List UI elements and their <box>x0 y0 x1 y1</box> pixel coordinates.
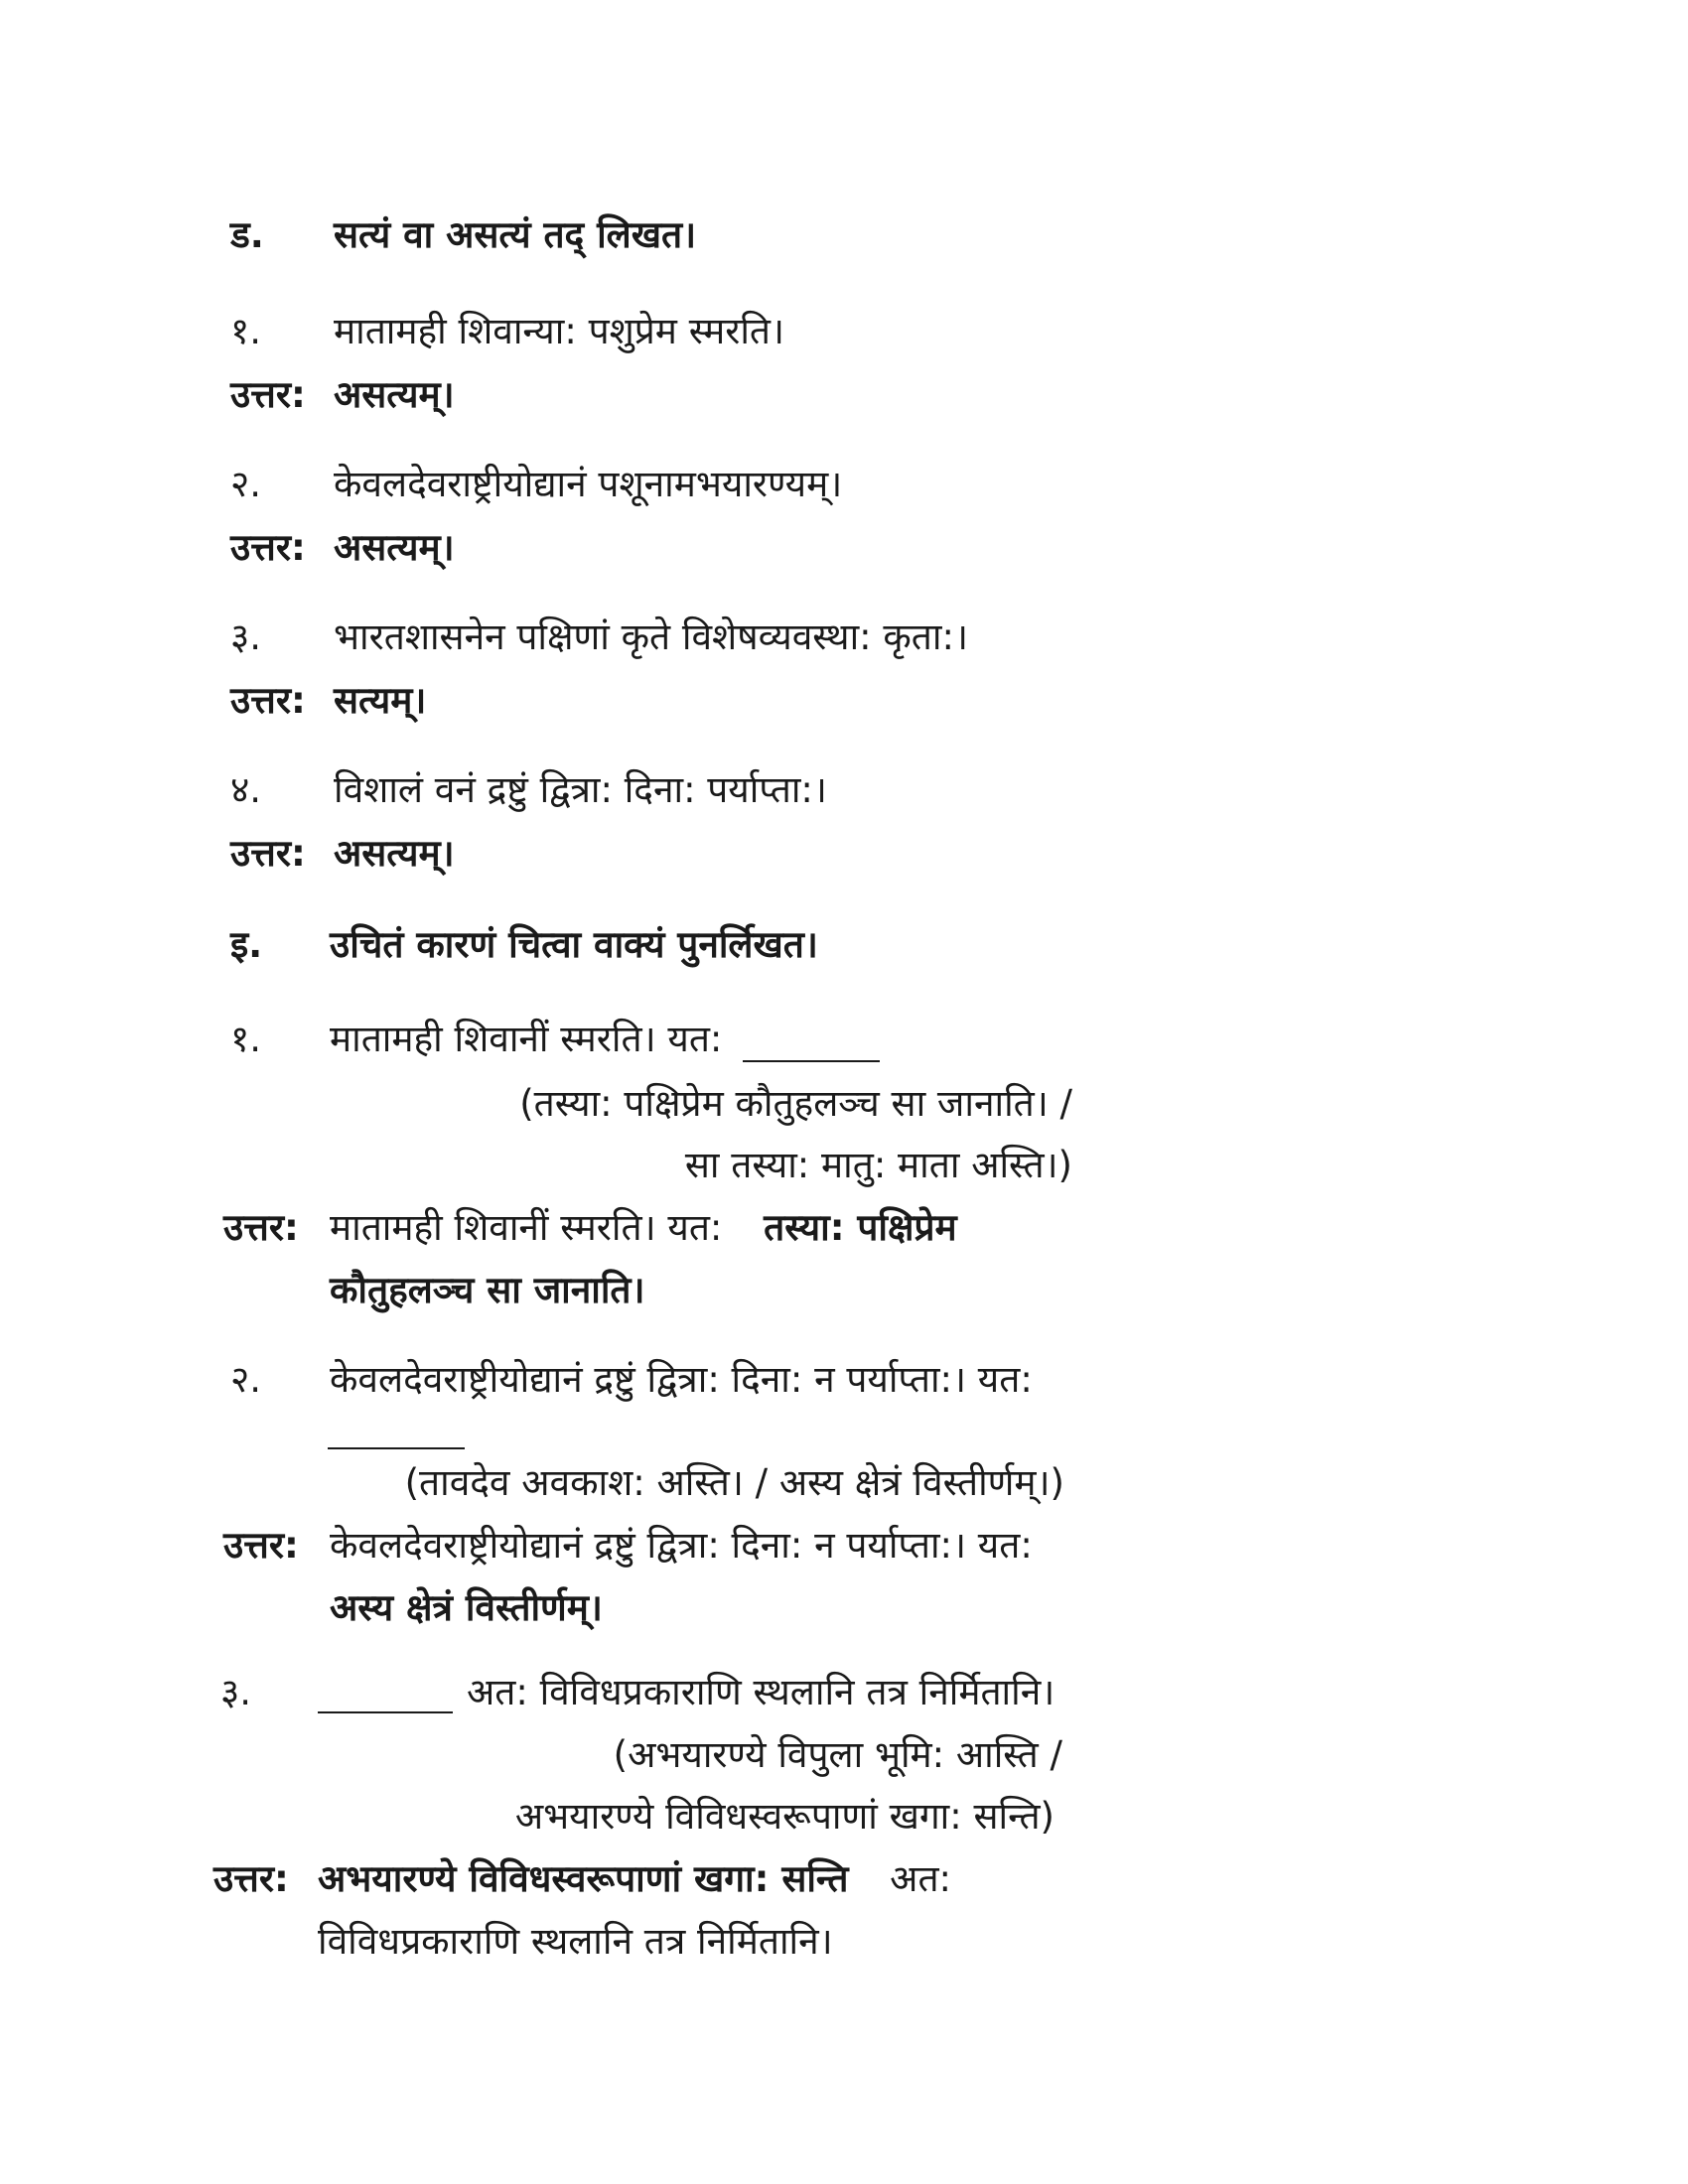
i-q1-number: १. <box>230 1018 262 1060</box>
i-q3-answer-plain-1: अत: <box>890 1857 951 1900</box>
i-q1-answer-bold-1: तस्या: पक्षिप्रेम <box>764 1206 957 1249</box>
d-item-2-text: केवलदेवराष्ट्रीयोद्यानं पशूनामभयारण्यम्। <box>334 463 843 505</box>
i-q3-answer-plain-2: विविधप्रकाराणि स्थलानि तत्र निर्मितानि। <box>318 1920 833 1963</box>
section-i-marker: इ. <box>230 923 263 966</box>
d-item-1-number: १. <box>230 310 262 352</box>
i-q3-answer-label: उत्तर: <box>213 1857 289 1900</box>
d-item-3-text: भारतशासनेन पक्षिणां कृते विशेषव्यवस्था: कृता:। <box>334 615 968 658</box>
i-q1-option-line-2: सा तस्या: मातु: माता अस्ति।) <box>684 1144 1072 1186</box>
i-q3-option-line-1: (अभयारण्ये विपुला भूमि: आस्ति / <box>613 1733 1062 1776</box>
i-q2-answer-plain: केवलदेवराष्ट्रीयोद्यानं द्रष्टुं द्वित्रा: दिना: न पर्याप्ता:। यत: <box>330 1524 1033 1567</box>
i-q2-blank <box>328 1447 465 1449</box>
d-item-1-answer-label: उत्तर: <box>230 373 306 416</box>
i-q1-answer-plain <box>330 1206 957 1250</box>
i-q2-number: २. <box>230 1358 262 1401</box>
i-q3-option-line-2: अभयारण्ये विविधस्वरूपाणां खगा: सन्ति) <box>514 1795 1055 1838</box>
d-item-2-answer-label: उत्तर: <box>230 526 306 569</box>
i-q1-answer-bold-2: कौतुहलञ्च सा जानाति। <box>330 1269 645 1311</box>
i-q2-answer-bold: अस्य क्षेत्रं विस्तीर्णम्। <box>330 1586 603 1629</box>
i-q1-option-line-1: (तस्या: पक्षिप्रेम कौतुहलञ्च सा जानाति। / <box>519 1082 1072 1125</box>
i-q3-blank <box>318 1711 453 1713</box>
i-q3-answer-line-1 <box>318 1857 951 1901</box>
i-q2-answer-label: उत्तर: <box>223 1524 299 1567</box>
i-q2-option-line-1: (तावदेव अवकाश: अस्ति। / अस्य क्षेत्रं विस्तीर्णम्।) <box>404 1461 1064 1504</box>
i-q1-text: मातामही शिवानीं स्मरति। यत: <box>330 1018 723 1060</box>
i-q3-number: ३. <box>220 1671 252 1713</box>
i-q1-answer-plain-text: मातामही शिवानीं स्मरति। यत: <box>330 1206 723 1249</box>
d-item-4-text: विशालं वनं द्रष्टुं द्वित्रा: दिना: पर्याप्ता:। <box>334 768 827 811</box>
section-d-heading: सत्यं वा असत्यं तद् लिखत। <box>334 213 697 256</box>
d-item-3-answer-label: उत्तर: <box>230 679 306 722</box>
i-q2-text: केवलदेवराष्ट्रीयोद्यानं द्रष्टुं द्वित्रा: दिना: न पर्याप्ता:। यत: <box>330 1358 1033 1401</box>
section-d-marker: ड. <box>230 213 264 256</box>
d-item-3-number: ३. <box>230 615 262 658</box>
d-item-1-text: मातामही शिवान्या: पशुप्रेम स्मरति। <box>334 310 785 352</box>
i-q1-answer-label: उत्तर: <box>223 1206 299 1249</box>
i-q1-blank <box>743 1060 880 1062</box>
d-item-3-answer: सत्यम्। <box>334 679 427 722</box>
i-q3-text: अत: विविधप्रकाराणि स्थलानि तत्र निर्मितानि। <box>467 1671 1055 1713</box>
d-item-2-answer: असत्यम्। <box>334 526 455 569</box>
d-item-4-answer-label: उत्तर: <box>230 832 306 875</box>
d-item-2-number: २. <box>230 463 262 505</box>
d-item-1-answer: असत्यम्। <box>334 373 455 416</box>
d-item-4-number: ४. <box>230 768 262 811</box>
i-q3-answer-bold: अभयारण्ये विविधस्वरूपाणां खगा: सन्ति <box>318 1857 849 1900</box>
section-i-heading: उचितं कारणं चित्वा वाक्यं पुनर्लिखत। <box>330 923 818 966</box>
d-item-4-answer: असत्यम्। <box>334 832 455 875</box>
